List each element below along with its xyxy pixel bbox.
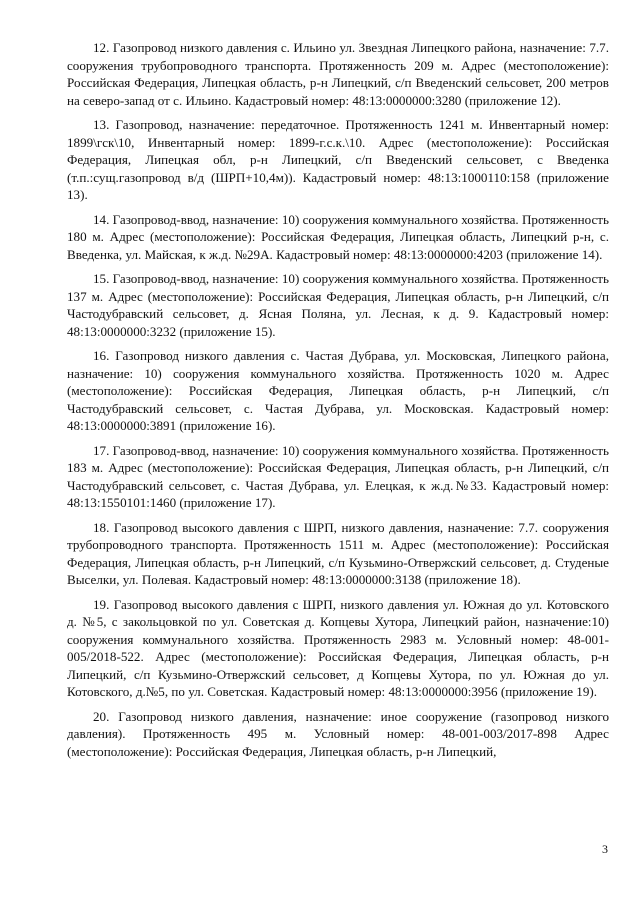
paragraph-16: 16. Газопровод низкого давления с. Частая Дубрава, ул. Московская, Липецкого района, назначение: 10) сооружения коммунального хозяйства. Протяженность 1020 м. Адрес (местоположение): Российская Федерация, Липецкая область, р-н Липецкий, с/п Частодубравский сельсовет, с. Частая Дубрава, ул. Московская. Кадастровый номер: 48:13:0000000:3891 (приложение 16).: [67, 348, 609, 433]
paragraph-19: 19. Газопровод высокого давления с ШРП, низкого давления ул. Южная до ул. Котовского д. №5, с закольцовкой по ул. Советская д. Копцевы Хутора, Липецкий район, назначение:10) сооружения коммунального хозяйства. Протяженность 2983 м. Условный номер: 48-001-005/2018-522. Адрес (местоположение): Российская Федерация, Липецкая область, р-н Липецкий, с/п Кузьмино-Отвержский сельсовет, д Копцевы Хутора, по ул. Южная до ул. Котовского, д.№5, по ул. Советская. Кадастровый номер: 48:13:0000000:3956 (приложение 19).: [67, 596, 609, 699]
paragraph-18: 18. Газопровод высокого давления с ШРП, низкого давления, назначение: 7.7. сооружения трубопроводного транспорта. Протяженность 1511 м. Адрес (местоположение): Российская Федерация, Липецкая область, р-н Липецкий, с/п Кузьмино-Отвержский сельсовет, д. Студеные Выселки, ул. Полевая. Кадастровый номер: 48:13:0000000:3138 (приложение 18).: [67, 519, 609, 587]
paragraph-14: 14. Газопровод-ввод, назначение: 10) сооружения коммунального хозяйства. Протяженность 180 м. Адрес (местоположение): Российская Федерация, Липецкая область, Липецкий р-н, с. Введенка, ул. Майская, к ж.д. №29А. Кадастровый номер: 48:13:0000000:4203 (приложение 14).: [67, 211, 609, 262]
paragraph-17: 17. Газопровод-ввод, назначение: 10) сооружения коммунального хозяйства. Протяженность 183 м. Адрес (местоположение): Российская Федерация, Липецкая область, р-н Липецкий, с/п Частодубравский сельсовет, с. Частая Дубрава, ул. Елецкая, к ж.д.№33. Кадастровый номер: 48:13:1550101:1460 (приложение 17).: [67, 442, 609, 510]
paragraph-12: 12. Газопровод низкого давления с. Ильино ул. Звездная Липецкого района, назначение: 7.7. сооружения трубопроводного транспорта. Протяженность 209 м. Адрес (местоположение): Российская Федерация, Липецкая область, р-н Липецкий, с/п Введенский сельсовет, 200 метров на северо-запад от с. Ильино. Кадастровый номер: 48:13:0000000:3280 (приложение 12).: [67, 40, 609, 108]
paragraph-20: 20. Газопровод низкого давления, назначение: иное сооружение (газопровод низкого давления). Протяженность 495 м. Условный номер: 48-001-003/2017-898 Адрес (местоположение): Российская Федерация, Липецкая область, р-н Липецкий,: [67, 708, 609, 759]
paragraph-15: 15. Газопровод-ввод, назначение: 10) сооружения коммунального хозяйства. Протяженность 137 м. Адрес (местоположение): Российская Федерация, Липецкая область, р-н Липецкий, с/п Частодубравский сельсовет, д. Ясная Поляна, ул. Лесная, к д. 9. Кадастровый номер: 48:13:0000000:3232 (приложение 15).: [67, 271, 609, 339]
paragraph-13: 13. Газопровод, назначение: передаточное. Протяженность 1241 м. Инвентарный номер: 1899\гск\10, Инвентарный номер: 1899-г.с.к.\10. Адрес (местоположение): Российская Федерация, Липецкая обл, р-н Липецкий, с/п Введенский сельсовет, с Введенка (т.п.:сущ.газопровод в/д (ШРП+10,4м)). Кадастровый номер: 48:13:1000110:158 (приложение 13).: [67, 117, 609, 202]
page-number: 3: [602, 842, 608, 856]
document-body: [67, 39, 609, 767]
